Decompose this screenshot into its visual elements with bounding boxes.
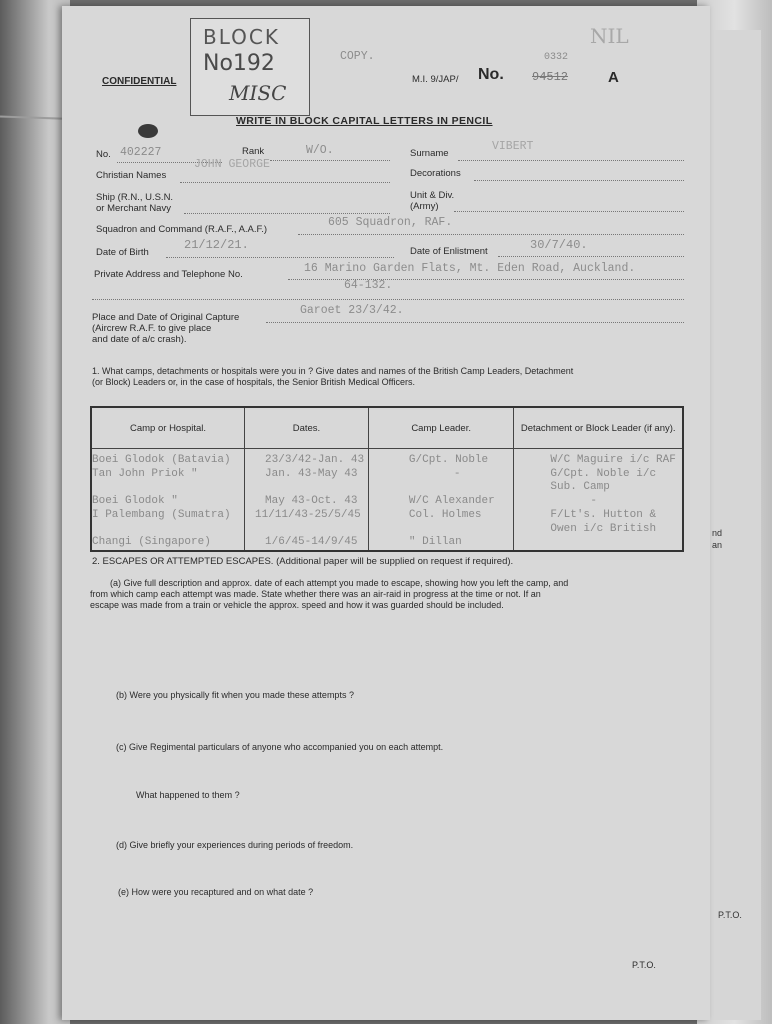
- squadron-value[interactable]: 605 Squadron, RAF.: [328, 216, 453, 229]
- camp-row: Boei Glodok ": [92, 495, 178, 508]
- detachment-row: W/C Maguire i/c RAF: [550, 454, 676, 466]
- dob-label: Date of Birth: [96, 247, 149, 258]
- tack-pin: [138, 124, 158, 138]
- instruction-heading: WRITE IN BLOCK CAPITAL LETTERS IN PENCIL: [236, 115, 493, 127]
- column-dates: [245, 449, 369, 551]
- question-c-followup: What happened to them ?: [136, 790, 240, 800]
- surname-label: Surname: [410, 148, 449, 159]
- surname-value[interactable]: VIBERT: [492, 140, 534, 153]
- copy-label: COPY.: [340, 50, 375, 63]
- address-value-2[interactable]: 64-132.: [344, 279, 393, 292]
- camp-row: [92, 481, 244, 495]
- dob-value[interactable]: 21/12/21.: [184, 238, 249, 252]
- address-value-1[interactable]: 16 Marino Garden Flats, Mt. Eden Road, Auckland.: [304, 262, 636, 275]
- detachment-row: Sub. Camp: [550, 481, 610, 494]
- ship-label-1: Ship (R.N., U.S.N.: [96, 192, 174, 203]
- ship-label-2: or Merchant Navy: [96, 203, 171, 214]
- header-camp: Camp or Hospital.: [91, 407, 245, 449]
- rank-label: Rank: [242, 146, 265, 157]
- number-small: 0332: [544, 52, 569, 63]
- page-pto: P.T.O.: [632, 960, 656, 970]
- dates-row: May 43-Oct. 43: [265, 495, 358, 508]
- column-camp-leader: [368, 449, 514, 551]
- detachment-row: F/Lt's. Hutton &: [550, 508, 657, 521]
- question-1-line-2: (or Block) Leaders or, in the case of hospitals, the Senior British Medical Officers.: [92, 377, 415, 387]
- no-label: No.: [96, 149, 111, 160]
- question-a-line-1: (a) Give full description and approx. date of each attempt you made to escape, showing how you left the camp, and: [110, 578, 569, 588]
- camp-row: Changi (Singapore): [92, 536, 211, 549]
- stamp-line-2: No192: [203, 51, 275, 76]
- question-1-line-1: 1. What camps, detachments or hospitals were you in ? Give dates and names of the British Camp Leaders, Detachment: [92, 366, 574, 376]
- enlistment-value[interactable]: 30/7/40.: [530, 238, 588, 252]
- dates-row: 1/6/45-14/9/45: [265, 536, 358, 549]
- camp-row: Boei Glodok (Batavia): [92, 454, 231, 466]
- number-label: No.: [478, 66, 504, 83]
- capture-label-1: Place and Date of Original Capture: [92, 312, 240, 323]
- stamp-line-1: BLOCK: [203, 25, 280, 49]
- dates-row: 11/11/43-25/5/45: [255, 508, 361, 521]
- column-detachment: [514, 449, 683, 551]
- capture-label-3: and date of a/c crash).: [92, 334, 187, 345]
- question-d: (d) Give briefly your experiences during periods of freedom.: [116, 840, 354, 850]
- camps-table: [90, 406, 684, 552]
- detachment-row: [550, 536, 680, 550]
- mi-reference: M.I. 9/JAP/: [412, 74, 459, 85]
- enlistment-label: Date of Enlistment: [410, 246, 488, 257]
- leader-row: G/Cpt. Noble: [408, 454, 489, 466]
- header-detachment: Detachment or Block Leader (if any).: [514, 407, 683, 449]
- christian-names-label: Christian Names: [96, 170, 167, 181]
- block-stamp: [190, 18, 310, 116]
- question-a-line-3: escape was made from a train or vehicle the approx. speed and how it was guarded should be included.: [90, 600, 504, 610]
- question-b: (b) Were you physically fit when you made these attempts ?: [116, 690, 354, 700]
- column-camp: [91, 449, 245, 551]
- background-left-folder: [0, 0, 70, 1024]
- header-camp-leader: Camp Leader.: [368, 407, 514, 449]
- detachment-row: G/Cpt. Noble i/c: [550, 467, 657, 480]
- detachment-row: Owen i/c British: [550, 522, 657, 535]
- question-c: (c) Give Regimental particulars of anyone who accompanied you on each attempt.: [116, 742, 444, 752]
- header-dates: Dates.: [245, 407, 369, 449]
- decorations-label: Decorations: [410, 168, 461, 179]
- leader-row: [409, 523, 514, 537]
- side-fragment-nd: nd: [712, 528, 723, 538]
- camp-row: Tan John Priok ": [92, 467, 198, 480]
- unit-label-1: Unit & Div.: [410, 190, 455, 201]
- number-suffix: A: [608, 69, 619, 86]
- unit-label-2: (Army): [410, 201, 439, 212]
- leader-row: [409, 481, 514, 495]
- squadron-label: Squadron and Command (R.A.F., A.A.F.): [96, 224, 268, 235]
- capture-label-2: (Aircrew R.A.F. to give place: [92, 323, 212, 334]
- leader-row: -: [453, 467, 461, 480]
- rank-value[interactable]: W/O.: [306, 144, 334, 157]
- no-value[interactable]: 402227: [120, 146, 162, 159]
- side-fragment-an: an: [712, 540, 723, 550]
- christian-names-value[interactable]: JOHN GEORGE: [194, 158, 270, 171]
- confidential-label: CONFIDENTIAL: [102, 76, 177, 87]
- question-e: (e) How were you recaptured and on what date ?: [118, 887, 314, 897]
- escapes-title: 2. ESCAPES OR ATTEMPTED ESCAPES. (Additional paper will be supplied on request if required).: [92, 556, 514, 567]
- leader-row: W/C Alexander: [408, 495, 495, 508]
- capture-value[interactable]: Garoet 23/3/42.: [300, 304, 404, 317]
- leader-row: " Dillan: [408, 536, 462, 549]
- stamp-line-3: MISC: [229, 81, 287, 105]
- address-label: Private Address and Telephone No.: [94, 269, 243, 280]
- dates-row: [265, 523, 368, 537]
- camp-row: [92, 523, 244, 537]
- detachment-row: -: [590, 495, 598, 508]
- dates-row: [265, 481, 368, 495]
- handwritten-nil: NIL: [590, 24, 629, 48]
- dates-row: Jan. 43-May 43: [265, 467, 358, 480]
- question-a-line-2: from which camp each attempt was made. State whether there was an air-raid in progress at the time or not. If an: [90, 589, 541, 599]
- side-pto: P.T.O.: [718, 910, 742, 920]
- number-struck: 94512: [532, 70, 569, 84]
- camp-row: I Palembang (Sumatra): [92, 508, 231, 521]
- leader-row: Col. Holmes: [408, 508, 482, 521]
- dates-row: 23/3/42-Jan. 43: [265, 454, 365, 466]
